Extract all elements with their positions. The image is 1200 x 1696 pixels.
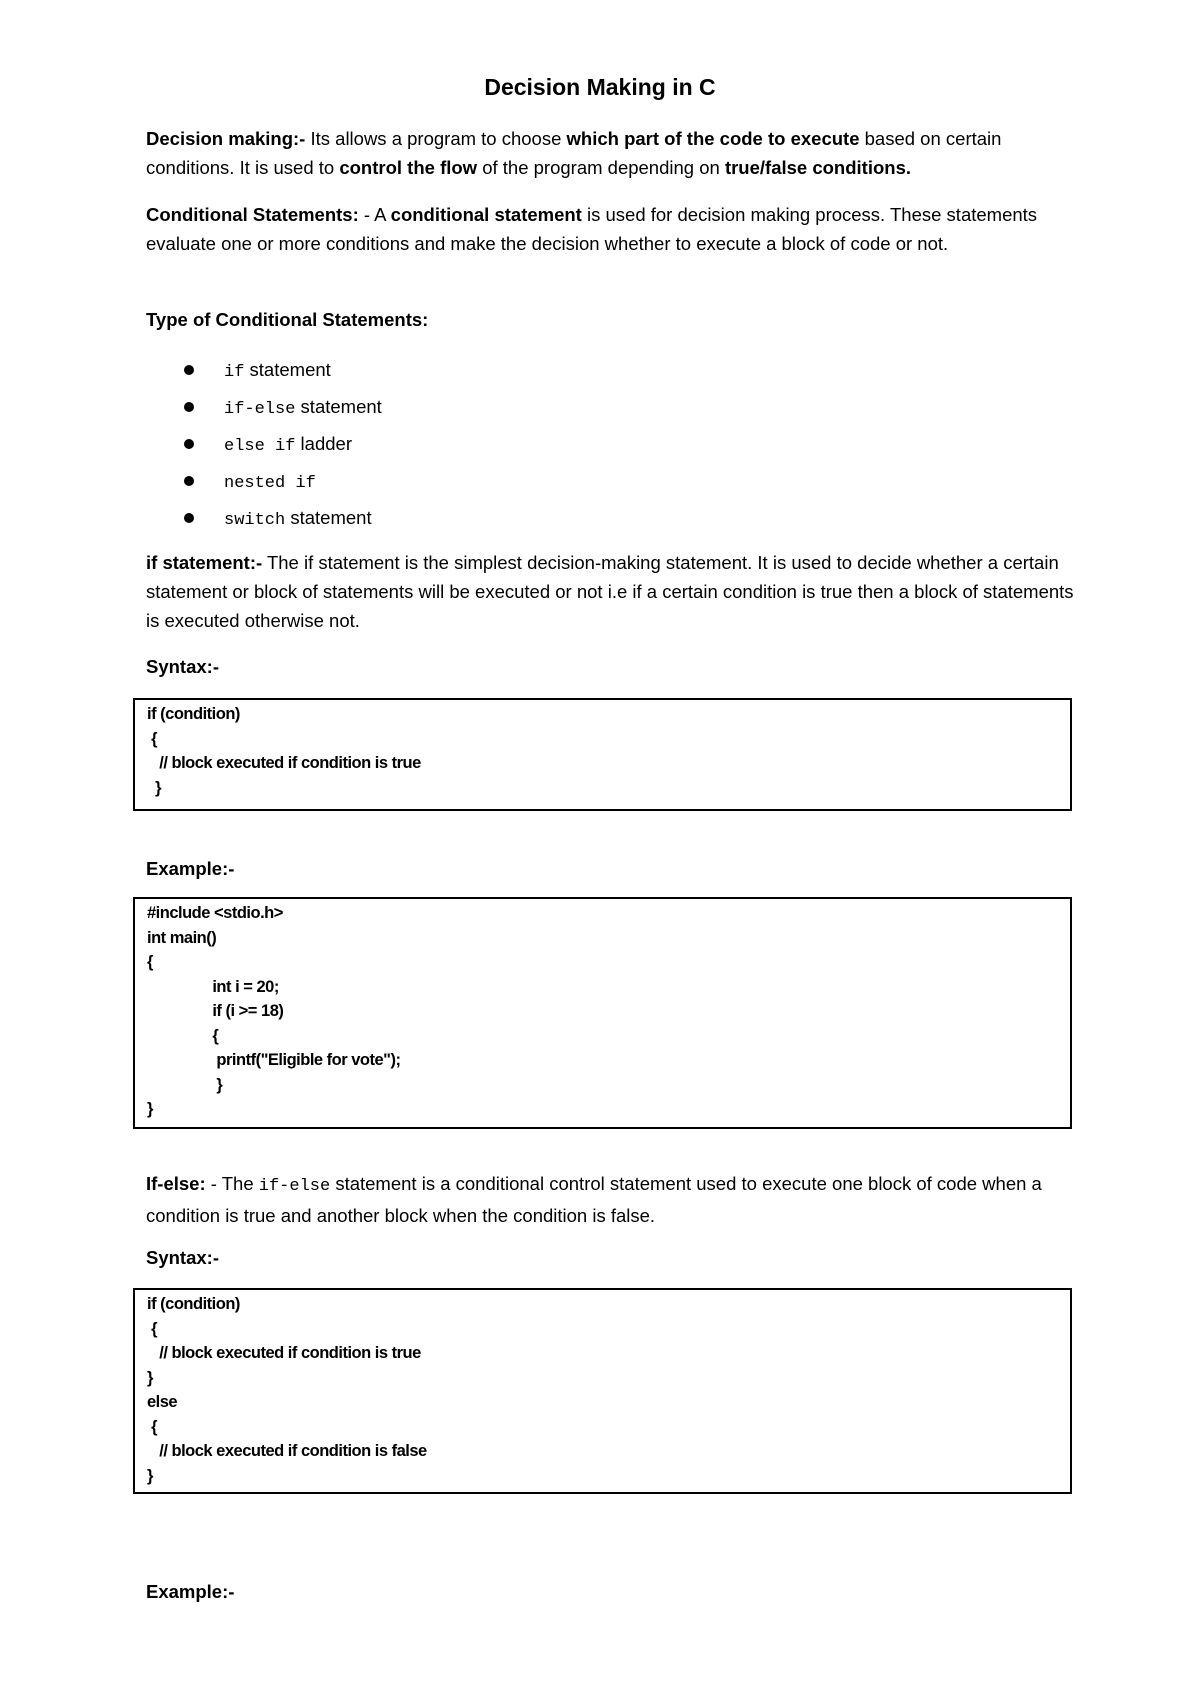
code-line: // block executed if condition is false	[147, 1442, 427, 1460]
code-line: int main()	[147, 928, 217, 947]
code-line: if (i >= 18)	[147, 1002, 284, 1020]
intro-text-3: of the program depending on	[477, 157, 725, 178]
conditional-paragraph	[146, 200, 1076, 258]
bullet-icon	[184, 476, 194, 486]
if-else-paragraph	[146, 1169, 1076, 1230]
list-item-code: switch	[224, 511, 286, 530]
list-item-text: statement	[285, 507, 372, 528]
code-line: #include <stdio.h>	[147, 904, 283, 922]
bullet-icon	[184, 513, 194, 523]
code-line: }	[147, 1100, 153, 1118]
example-if-code-box	[133, 897, 1072, 1129]
conditional-text-1: - A	[358, 204, 391, 225]
code-line: }	[147, 1466, 153, 1485]
code-line: {	[147, 729, 158, 748]
intro-label: Decision making:-	[146, 128, 306, 149]
if-else-text-2: statement is a conditional control statement used to execute one block of code when a condition is true and another block when the condition is false.	[146, 1173, 1042, 1226]
list-item	[186, 358, 786, 395]
types-heading: Type of Conditional Statements:	[146, 309, 429, 330]
if-statement-paragraph	[146, 548, 1076, 635]
list-item	[186, 506, 786, 543]
code-line: {	[147, 953, 153, 971]
code-line: {	[147, 1417, 158, 1436]
bullet-icon	[184, 439, 194, 449]
list-item-code: nested if	[224, 474, 316, 493]
syntax-heading-if: Syntax:-	[146, 656, 219, 677]
list-item	[186, 469, 786, 506]
syntax-heading-if-else: Syntax:-	[146, 1247, 219, 1268]
example-heading-if: Example:-	[146, 858, 235, 879]
page-title: Decision Making in C	[484, 74, 716, 100]
intro-bold-1: which part of the code to execute	[566, 128, 860, 149]
if-else-text-1: - The	[205, 1173, 259, 1194]
code-line: if (condition)	[147, 1295, 240, 1313]
code-line: else	[147, 1393, 178, 1411]
code-line: {	[147, 1319, 158, 1338]
list-item	[186, 395, 786, 432]
if-statement-label: if statement:-	[146, 552, 263, 573]
example-heading-if-else: Example:-	[146, 1581, 235, 1602]
code-line: }	[147, 1368, 153, 1387]
if-else-code: if-else	[258, 1177, 331, 1196]
intro-text-2: based on certain conditions. It is used to	[146, 128, 1002, 178]
syntax-if-else-code-box	[133, 1288, 1072, 1494]
intro-bold-2: control the flow	[339, 157, 478, 178]
if-statement-text: The if statement is the simplest decision-making statement. It is used to decide whether a certain statement or block of statements will be executed or not i.e if a certain condition is true then a block of statements is executed otherwise not.	[146, 552, 1074, 631]
conditional-bold-1: conditional statement	[390, 204, 582, 225]
code-line: }	[147, 1075, 223, 1094]
intro-bold-3: true/false conditions.	[724, 157, 911, 178]
list-item-code: if	[224, 363, 245, 382]
code-line: int i = 20;	[147, 977, 279, 996]
syntax-if-code-box	[133, 698, 1072, 811]
code-line: // block executed if condition is true	[147, 754, 421, 772]
if-else-label: If-else:	[146, 1173, 206, 1194]
intro-paragraph	[146, 124, 1076, 182]
types-list	[186, 358, 786, 543]
list-item-code: if-else	[224, 400, 296, 419]
code-line: }	[147, 778, 162, 797]
conditional-text-2: is used for decision making process. These statements evaluate one or more conditions and make the decision whether to execute a block of code or not.	[146, 204, 1038, 254]
code-line: if (condition)	[147, 705, 240, 723]
conditional-label: Conditional Statements:	[146, 204, 359, 225]
intro-text-1: Its allows a program to choose	[305, 128, 567, 149]
list-item-text: statement	[244, 359, 331, 380]
bullet-icon	[184, 402, 194, 412]
list-item	[186, 432, 786, 469]
code-line: {	[147, 1026, 219, 1045]
list-item-text: ladder	[295, 433, 352, 454]
code-line: printf("Eligible for vote");	[147, 1051, 401, 1069]
list-item-text: statement	[295, 396, 382, 417]
list-item-code: else if	[224, 437, 296, 456]
bullet-icon	[184, 365, 194, 375]
code-line: // block executed if condition is true	[147, 1344, 421, 1362]
